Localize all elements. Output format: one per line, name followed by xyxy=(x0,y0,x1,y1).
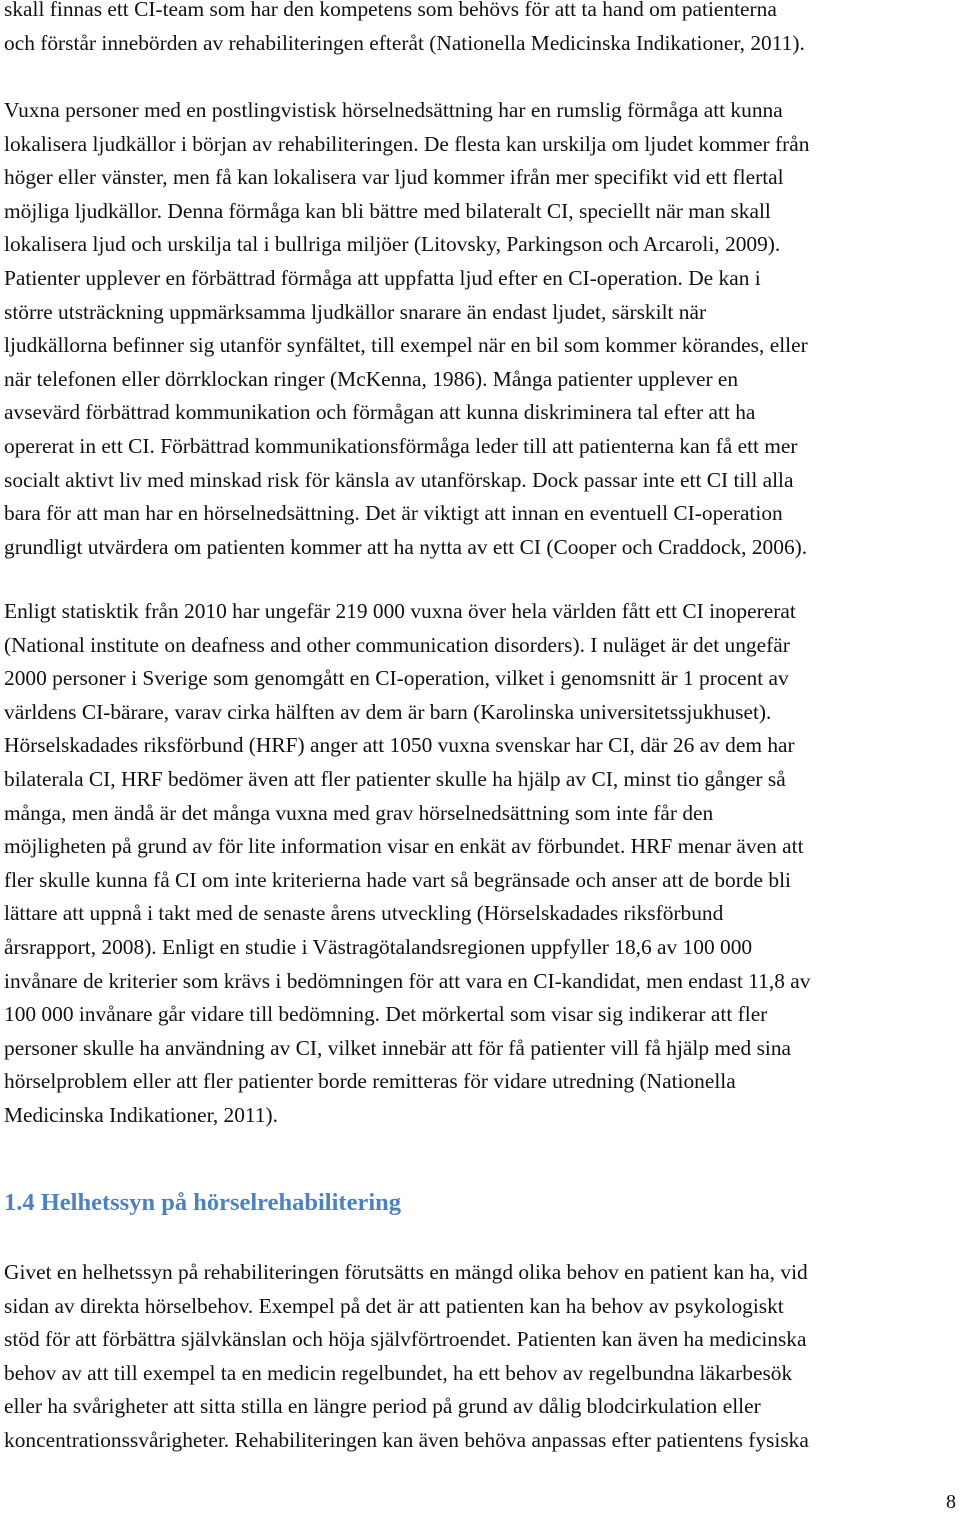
text-line: Patienter upplever en förbättrad förmåga att uppfatta ljud efter en CI-operation. De kan i xyxy=(4,265,761,290)
text-line: avsevärd förbättrad kommunikation och förmågan att kunna diskriminera tal efter att ha xyxy=(4,400,756,425)
paragraph-statistics xyxy=(4,595,810,1133)
text-line: 100 000 invånare går vidare till bedömning. Det mörkertal som visar sig indikerar att fler xyxy=(4,1002,768,1027)
text-line: höger eller vänster, men få kan lokalisera var ljud kommer ifrån mer specifikt vid ett flertal xyxy=(4,165,784,190)
text-line: sidan av direkta hörselbehov. Exempel på det är att patienten kan ha behov av psykologiskt xyxy=(4,1293,784,1318)
text-line: Hörselskadades riksförbund (HRF) anger att 1050 vuxna svenskar har CI, där 26 av dem har xyxy=(4,733,795,758)
text-line: socialt aktivt liv med minskad risk för känsla av utanförskap. Dock passar inte ett CI till alla xyxy=(4,467,794,492)
text-line: stöd för att förbättra självkänslan och höja självförtroendet. Patienten kan även ha medicinska xyxy=(4,1327,807,1352)
section-title: Helhetssyn på hörselrehabilitering xyxy=(40,1189,402,1216)
text-line: lokalisera ljud och urskilja tal i bullriga miljöer (Litovsky, Parkingson och Arcaroli, 2009). xyxy=(4,232,781,257)
text-line: årsrapport, 2008). Enligt en studie i Västragötalandsregionen uppfyller 18,6 av 100 000 xyxy=(4,934,753,959)
text-line: bilaterala CI, HRF bedömer även att fler patienter skulle ha hjälp av CI, minst tio gånger så xyxy=(4,766,786,791)
text-line: grundligt utvärdera om patienten kommer att ha nytta av ett CI (Cooper och Craddock, 2006). xyxy=(4,534,808,559)
paragraph-localization xyxy=(4,94,809,564)
page-number: 8 xyxy=(946,1491,956,1513)
section-heading xyxy=(4,1186,401,1220)
text-line: personer skulle ha användning av CI, vilket innebär att för få patienter vill få hjälp med sina xyxy=(4,1035,792,1060)
text-line: och förstår innebörden av rehabiliteringen efteråt (Nationella Medicinska Indikationer, 2011). xyxy=(4,30,805,55)
text-line: 2000 personer i Sverige som genomgått en CI-operation, vilket i genomsnitt är 1 procent av xyxy=(4,666,789,691)
text-line: hörselproblem eller att fler patienter borde remitteras för vidare utredning (Nationella xyxy=(4,1069,736,1094)
text-line: möjligheten på grund av för lite information visar en enkät av förbundet. HRF menar även att xyxy=(4,834,804,859)
text-line: fler skulle kunna få CI om inte kriterierna hade vart så begränsade och anser att de borde bli xyxy=(4,867,791,892)
text-line: många, men ändå är det många vuxna med grav hörselnedsättning som inte får den xyxy=(4,800,714,825)
text-line: Givet en helhetssyn på rehabiliteringen förutsätts en mängd olika behov en patient kan ha, vid xyxy=(4,1260,808,1284)
text-line: större utsträckning uppmärksamma ljudkällor snarare än endast ljudet, särskilt när xyxy=(4,299,707,324)
text-line: invånare de kriterier som krävs i bedömningen för att vara en CI-kandidat, men endast 11,8 av xyxy=(4,968,811,993)
text-line: Enligt statisktik från 2010 har ungefär 219 000 vuxna över hela världen fått ett CI inopererat xyxy=(4,599,796,623)
text-line: när telefonen eller dörrklockan ringer (McKenna, 1986). Många patienter upplever en xyxy=(4,366,739,391)
text-line: ljudkällorna befinner sig utanför synfältet, till exempel när en bil som kommer körandes, eller xyxy=(4,333,808,358)
paragraph-ci-team xyxy=(4,0,805,60)
text-line: (National institute on deafness and other communication disorders). I nuläget är det ungefär xyxy=(4,632,790,657)
paragraph-holistic xyxy=(4,1256,809,1458)
text-line: koncentrationssvårigheter. Rehabiliteringen kan även behöva anpassas efter patientens fysiska xyxy=(4,1427,809,1452)
text-line: eller ha svårigheter att sitta stilla en längre period på grund av dålig blodcirkulation eller xyxy=(4,1394,761,1419)
text-line: lättare att uppnå i takt med de senaste årens utveckling (Hörselskadades riksförbund xyxy=(4,901,724,926)
text-line: Medicinska Indikationer, 2011). xyxy=(4,1102,278,1127)
text-line: behov av att till exempel ta en medicin regelbundet, ha ett behov av regelbundna läkarbesök xyxy=(4,1360,793,1385)
text-line: opererat in ett CI. Förbättrad kommunikationsförmåga leder till att patienterna kan få ett mer xyxy=(4,433,798,458)
text-line: skall finnas ett CI-team som har den kompetens som behövs för att ta hand om patienterna xyxy=(4,0,777,21)
text-line: världens CI-bärare, varav cirka hälften av dem är barn (Karolinska universitetssjukhuset). xyxy=(4,699,772,724)
section-number: 1.4 xyxy=(4,1189,35,1216)
text-line: Vuxna personer med en postlingvistisk hörselnedsättning har en rumslig förmåga att kunna xyxy=(4,98,783,122)
text-line: lokalisera ljudkällor i början av rehabiliteringen. De flesta kan urskilja om ljudet kommer från xyxy=(4,131,810,156)
text-line: möjliga ljudkällor. Denna förmåga kan bli bättre med bilateralt CI, speciellt när man skall xyxy=(4,198,771,223)
text-line: bara för att man har en hörselnedsättning. Det är viktigt att innan en eventuell CI-operation xyxy=(4,501,783,526)
